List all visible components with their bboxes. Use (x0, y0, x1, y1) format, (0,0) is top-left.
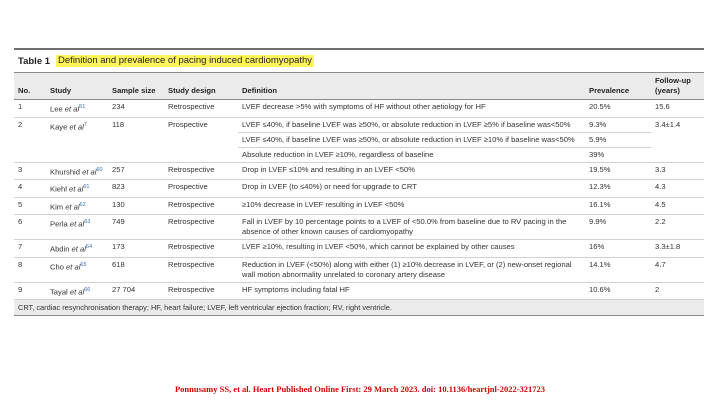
definition-cell: Absolute reduction in LVEF ≥10%, regardless of baseline (238, 147, 585, 162)
definition-cell: Fall in LVEF by 10 percentage points to a LVEF of <50.0% from baseline due to RV pacing in the absence of other known causes of cardiomyopathy (238, 215, 585, 240)
table-body (14, 100, 704, 300)
reference-link[interactable]: 65 (80, 261, 87, 268)
prevalence-table (14, 72, 704, 316)
col-header-sample-size: Sample size (108, 73, 164, 100)
reference-link[interactable]: 64 (85, 244, 93, 251)
definition-cell: Drop in LVEF ≤10% and resulting in an LVEF <50% (238, 162, 585, 180)
sample-size-cell: 130 (108, 197, 164, 215)
definition-cell: HF symptoms including fatal HF (238, 282, 585, 300)
header-row (14, 73, 704, 100)
row-number: 4 (14, 180, 46, 198)
row-number: 3 (14, 162, 46, 180)
prevalence-cell: 14.1% (585, 257, 651, 282)
study-cell (46, 257, 108, 282)
follow-up-cell: 4.5 (651, 197, 704, 215)
study-design-cell: Retrospective (164, 100, 238, 118)
study-cell (46, 162, 108, 180)
follow-up-cell: 3.3±1.8 (651, 240, 704, 258)
study-cell (46, 100, 108, 118)
table-row (14, 257, 704, 282)
prevalence-cell: 12.3% (585, 180, 651, 198)
row-number: 6 (14, 215, 46, 240)
study-name: Kim et al (50, 202, 80, 212)
table-title: Definition and prevalence of pacing induced cardiomyopathy (58, 55, 313, 66)
reference-link[interactable]: 61 (83, 184, 90, 191)
study-design-cell: Prospective (164, 117, 238, 162)
follow-up-cell: 15.6 (651, 100, 704, 118)
citation-text: Ponnusamy SS, et al. Heart Published Online First: 29 March 2023. doi: 10.1136/heartjnl-2022-321723 (174, 384, 546, 394)
table-row (14, 282, 704, 300)
study-design-cell: Retrospective (164, 162, 238, 180)
definition-cell: LVEF ≤40%, if baseline LVEF was ≥50%, or absolute reduction in LVEF ≥10% if baseline was<50% (238, 132, 585, 147)
study-cell (46, 215, 108, 240)
prevalence-cell: 20.5% (585, 100, 651, 118)
row-number: 5 (14, 197, 46, 215)
table-row (14, 215, 704, 240)
definition-cell: Reduction in LVEF (<50%) along with either (1) ≥10% decrease in LVEF, or (2) new-onset regional wall motion abnormality unrelated to coronary artery disease (238, 257, 585, 282)
table-caption (14, 50, 704, 72)
table-card (14, 48, 704, 316)
col-header-follow-up: Follow-up (years) (651, 73, 704, 100)
sample-size-cell: 173 (108, 240, 164, 258)
study-design-cell: Prospective (164, 180, 238, 198)
row-number: 1 (14, 100, 46, 118)
prevalence-cell: 5.9% (585, 132, 651, 147)
prevalence-cell: 9.9% (585, 215, 651, 240)
reference-link[interactable]: 7 (83, 121, 87, 128)
study-name: Kaye et al (50, 122, 84, 132)
table-footnote: CRT, cardiac resynchronisation therapy; HF, heart failure; LVEF, left ventricular ejection fraction; RV, right ventricle. (14, 300, 704, 316)
sample-size-cell: 118 (108, 117, 164, 162)
footnote-row (14, 300, 704, 316)
follow-up-cell: 3.3 (651, 162, 704, 180)
reference-link[interactable]: 63 (84, 219, 91, 226)
prevalence-cell: 9.3% (585, 117, 651, 132)
study-name: Cho et al (50, 262, 81, 272)
study-design-cell: Retrospective (164, 240, 238, 258)
study-name: Khurshid et al (50, 167, 97, 177)
prevalence-cell: 16% (585, 240, 651, 258)
sample-size-cell: 749 (108, 215, 164, 240)
prevalence-cell: 10.6% (585, 282, 651, 300)
study-cell (46, 240, 108, 258)
study-design-cell: Retrospective (164, 215, 238, 240)
col-header-study-design: Study design (164, 73, 238, 100)
study-design-cell: Retrospective (164, 282, 238, 300)
definition-cell: ≥10% decrease in LVEF resulting in LVEF <50% (238, 197, 585, 215)
definition-cell: LVEF decrease >5% with symptoms of HF without other aetiology for HF (238, 100, 585, 118)
reference-link[interactable]: 60 (96, 166, 103, 173)
row-number: 7 (14, 240, 46, 258)
study-cell (46, 282, 108, 300)
table-number: Table 1 (18, 55, 51, 67)
study-cell (46, 117, 108, 162)
follow-up-cell: 3.4±1.4 (651, 117, 704, 162)
reference-link[interactable]: 66 (84, 286, 91, 293)
col-header-study: Study (46, 73, 108, 100)
reference-link[interactable]: 62 (79, 201, 86, 208)
sample-size-cell: 234 (108, 100, 164, 118)
col-header-definition: Definition (238, 73, 585, 100)
table-row (14, 100, 704, 118)
sample-size-cell: 27 704 (108, 282, 164, 300)
definition-cell: LVEF ≥10%, resulting in LVEF <50%, which cannot be explained by other causes (238, 240, 585, 258)
table-row (14, 180, 704, 198)
follow-up-cell: 2.2 (651, 215, 704, 240)
follow-up-cell: 4.7 (651, 257, 704, 282)
row-number: 9 (14, 282, 46, 300)
reference-link[interactable]: 51 (79, 104, 86, 110)
study-name: Kiehl et al (50, 184, 84, 194)
table-row (14, 117, 704, 132)
study-cell (46, 180, 108, 198)
study-name: Lee et al (50, 104, 80, 114)
row-number: 8 (14, 257, 46, 282)
sample-size-cell: 257 (108, 162, 164, 180)
row-number: 2 (14, 117, 46, 162)
table-row (14, 162, 704, 180)
definition-cell: Drop in LVEF (to ≤40%) or need for upgrade to CRT (238, 180, 585, 198)
study-design-cell: Retrospective (164, 197, 238, 215)
table-row (14, 197, 704, 215)
prevalence-cell: 19.5% (585, 162, 651, 180)
study-name: Tayal et al (50, 287, 85, 297)
col-header-prevalence: Prevalence (585, 73, 651, 100)
study-name: Abdin et al (50, 244, 86, 254)
prevalence-cell: 16.1% (585, 197, 651, 215)
col-header-no: No. (14, 73, 46, 100)
definition-cell: LVEF ≤40%, if baseline LVEF was ≥50%, or absolute reduction in LVEF ≥5% if baseline was<50% (238, 117, 585, 132)
prevalence-cell: 39% (585, 147, 651, 162)
study-design-cell: Retrospective (164, 257, 238, 282)
sample-size-cell: 823 (108, 180, 164, 198)
follow-up-cell: 2 (651, 282, 704, 300)
sample-size-cell: 618 (108, 257, 164, 282)
study-cell (46, 197, 108, 215)
study-name: Perla et al (50, 219, 85, 229)
follow-up-cell: 4.3 (651, 180, 704, 198)
table-row (14, 240, 704, 258)
